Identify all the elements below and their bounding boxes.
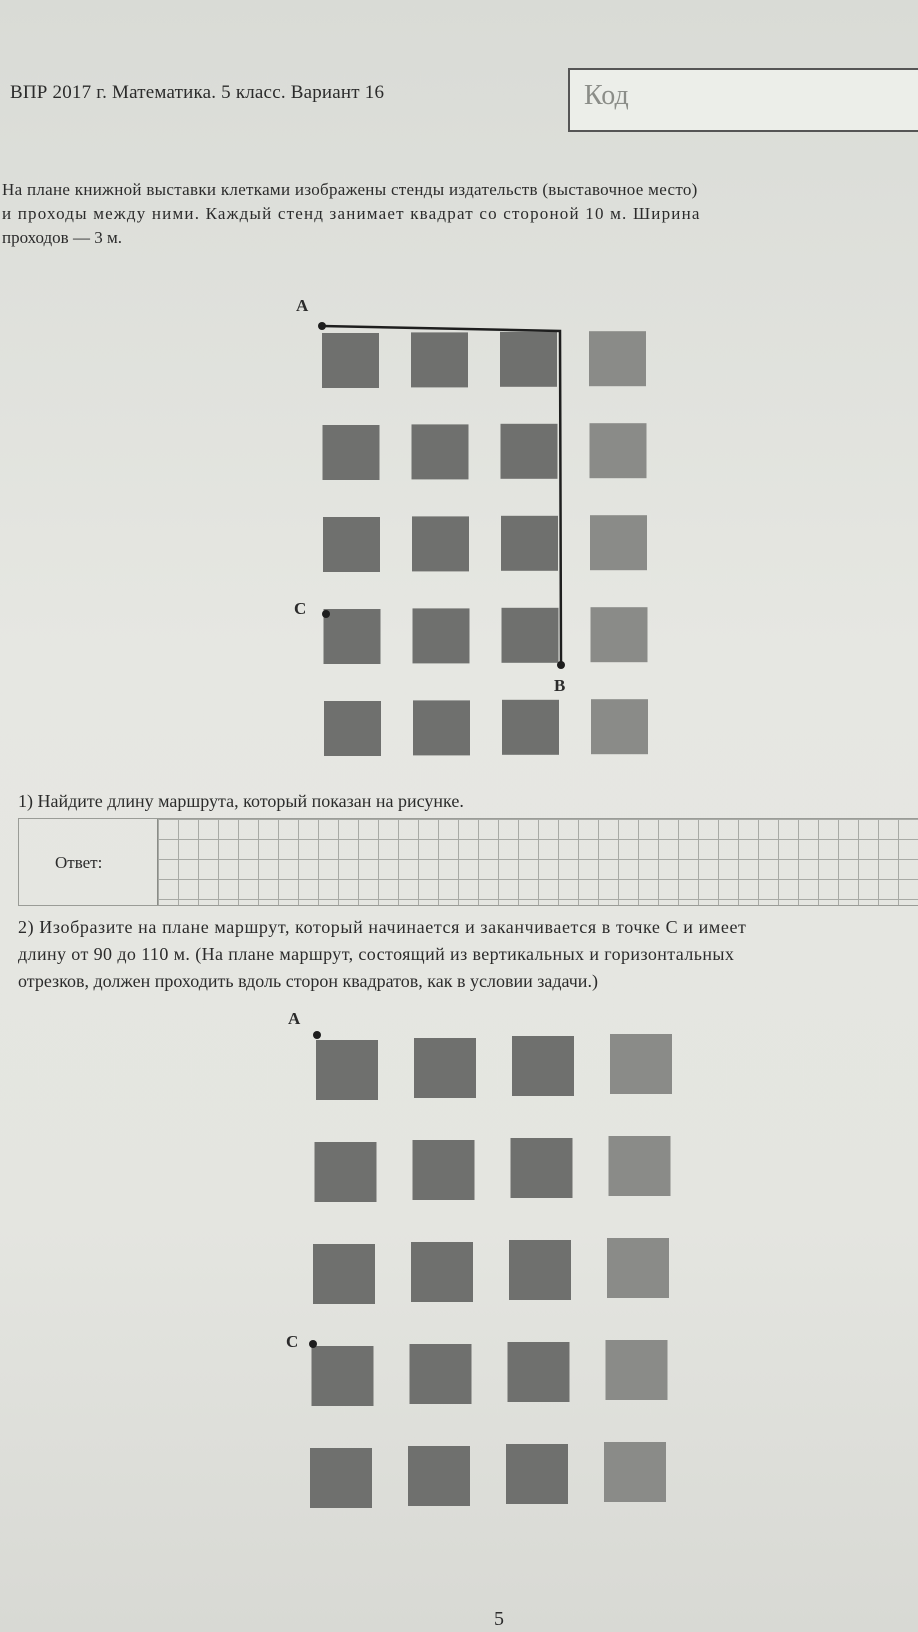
- plan-2-stands: [310, 1034, 672, 1508]
- stand-square: [414, 1038, 476, 1098]
- point-c: [309, 1340, 317, 1348]
- stand-square: [606, 1340, 668, 1400]
- stand-square: [315, 1142, 377, 1202]
- stand-square: [313, 1244, 375, 1304]
- stand-square: [508, 1342, 570, 1402]
- question-2-line: длину от 90 до 110 м. (На плане маршрут, состоящий из вертикальных и горизонтальных: [18, 944, 735, 964]
- question-1-text: 1) Найдите длину маршрута, который показан на рисунке.: [18, 791, 464, 811]
- label-a: A: [296, 296, 309, 315]
- point-a: [313, 1031, 321, 1039]
- page-number: 5: [494, 1608, 504, 1630]
- stand-square: [408, 1446, 470, 1506]
- stand-square: [310, 1448, 372, 1508]
- intro-line: и проходы между ними. Каждый стенд занимает квадрат со стороной 10 м. Ширина: [2, 204, 701, 223]
- stand-square: [509, 1240, 571, 1300]
- stand-square: [609, 1136, 671, 1196]
- stand-square: [411, 1242, 473, 1302]
- stand-square: [512, 1036, 574, 1096]
- stand-square: [604, 1442, 666, 1502]
- label-c: C: [286, 1332, 299, 1351]
- intro-line: На плане книжной выставки клетками изображены стенды издательств (выставочное место): [2, 180, 698, 199]
- stand-square: [312, 1346, 374, 1406]
- intro-line: проходов — 3 м.: [2, 228, 122, 247]
- code-label: Код: [584, 80, 629, 111]
- label-c: C: [294, 599, 307, 618]
- page-header-title: ВПР 2017 г. Математика. 5 класс. Вариант 16: [10, 82, 385, 103]
- stand-square: [413, 1140, 475, 1200]
- label-b: B: [554, 676, 566, 695]
- stand-square: [610, 1034, 672, 1094]
- question-2-line: отрезков, должен проходить вдоль сторон квадратов, как в условии задачи.): [18, 971, 598, 991]
- stand-square: [410, 1344, 472, 1404]
- answer-label: Ответ:: [55, 853, 103, 872]
- stand-square: [511, 1138, 573, 1198]
- stand-square: [316, 1040, 378, 1100]
- stand-square: [607, 1238, 669, 1298]
- stand-square: [506, 1444, 568, 1504]
- label-a: A: [288, 1009, 301, 1028]
- question-2-line: 2) Изобразите на плане маршрут, который начинается и заканчивается в точке C и имеет: [18, 917, 747, 937]
